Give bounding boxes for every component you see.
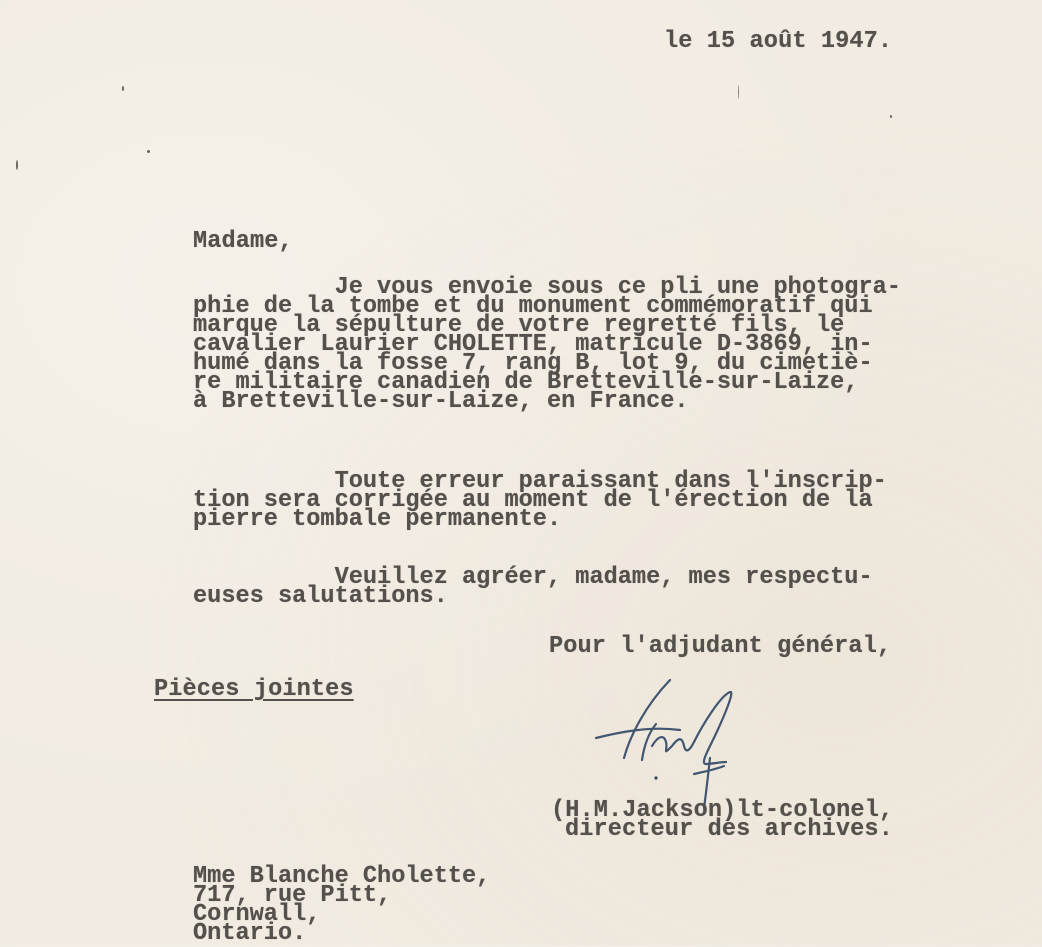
paragraph-line: Je vous envoie sous ce pli une photogra-	[193, 274, 901, 301]
recipient-address	[193, 863, 491, 947]
paper-speck	[122, 86, 124, 91]
salutation: Madame,	[193, 228, 293, 255]
paper-speck	[738, 85, 739, 99]
paragraph-line: euses salutations.	[193, 583, 448, 610]
signatory-title: directeur des archives.	[565, 816, 893, 843]
paragraph-line: marque la sépulture de votre regretté fils, le	[193, 312, 845, 339]
paragraph-line: Veuillez agréer, madame, mes respectu-	[193, 564, 873, 591]
address-line: Cornwall,	[193, 901, 321, 928]
paper-speck	[147, 150, 150, 153]
letter-date: le 15 août 1947.	[664, 28, 893, 55]
paragraph-line: Toute erreur paraissant dans l'inscrip-	[193, 468, 887, 495]
paper-speck	[890, 115, 892, 118]
paragraph-line: cavalier Laurier CHOLETTE, matricule D-3869, in-	[193, 331, 873, 358]
enclosures-label: Pièces jointes	[154, 676, 354, 703]
body-paragraph-1	[193, 274, 901, 415]
signatory-name: (H.M.Jackson)lt-colonel,	[551, 797, 894, 824]
paragraph-line: humé dans la fosse 7, rang B, lot 9, du cimetiè-	[193, 350, 873, 377]
address-line: Mme Blanche Cholette,	[193, 863, 491, 890]
paragraph-line: à Bretteville-sur-Laize, en France.	[193, 388, 689, 415]
paragraph-line: tion sera corrigée au moment de l'érection de la	[193, 487, 873, 514]
body-paragraph-3	[193, 564, 873, 610]
address-line: 717, rue Pitt,	[193, 882, 392, 909]
handwritten-signature-icon	[590, 676, 770, 811]
paper-speck	[16, 160, 18, 170]
paragraph-line: re militaire canadien de Bretteville-sur-Laize,	[193, 369, 859, 396]
paragraph-line: phie de la tombe et du monument commémoratif qui	[193, 293, 873, 320]
paragraph-line: pierre tombale permanente.	[193, 506, 562, 533]
closing-line: Pour l'adjudant général,	[549, 633, 892, 660]
address-line: Ontario.	[193, 920, 307, 947]
body-paragraph-2	[193, 468, 887, 533]
